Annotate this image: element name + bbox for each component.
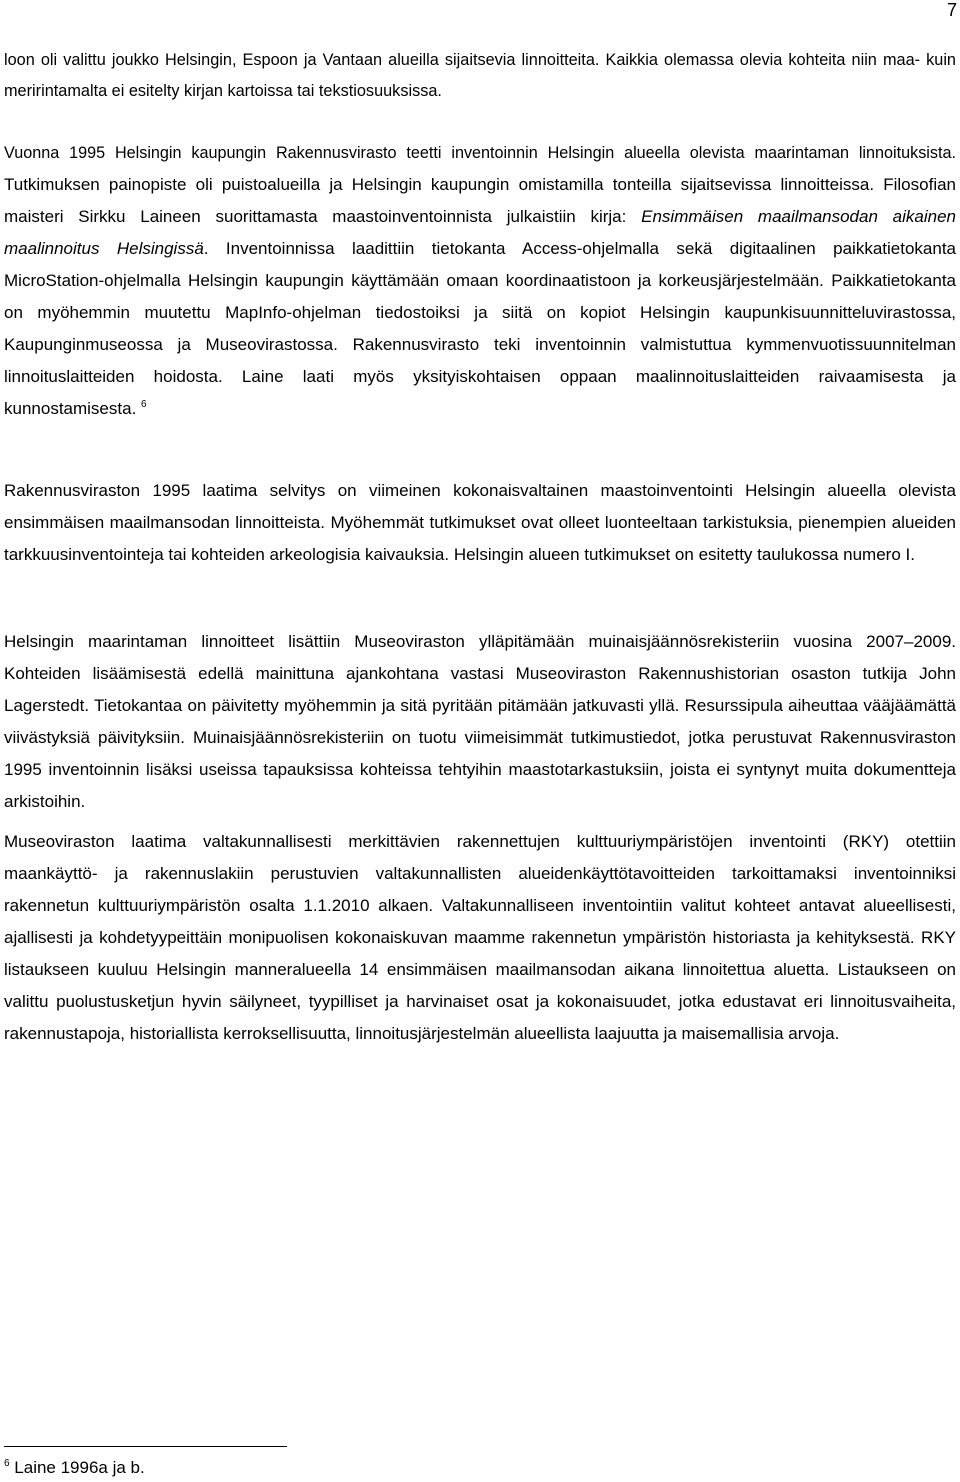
page-number: 7 <box>946 0 957 20</box>
footnote-reference[interactable]: 6 <box>141 399 147 410</box>
paragraph-3: Rakennusviraston 1995 laatima selvitys on viimeinen kokonaisvaltainen maastoinventointi Helsingin alueella olevista ensimmäisen maailmansodan linnoitteista. Myöhemmät tutkimukset ovat olleet luonteeltaan tarkistuksia, pienempien alueiden tarkkuusinventointeja tai kohteiden arkeologisia kaivauksia. Helsingin alueen tutkimukset on esitetty taulukossa numero I. <box>4 481 956 564</box>
paragraph-2-text-a: Tutkimuksen painopiste oli puistoalueilla ja Helsingin kaupungin omistamilla tonteilla sijaitsevissa linnoitteissa. Filosofian maisteri Sirkku Laineen suorittamasta maastoinventoinnista julkaistiin kirja: <box>4 175 956 226</box>
paragraph-2-sentence-1: Vuonna 1995 Helsingin kaupungin Rakennusvirasto teetti inventoinnin Helsingin alueella olevista maarintaman linnoituksista. <box>4 144 956 162</box>
footnote-separator <box>4 1446 287 1447</box>
paragraph-1: loon oli valittu joukko Helsingin, Espoon ja Vantaan alueilla sijaitsevia linnoitteita. Kaikkia olemassa olevia kohteita niin maa- kuin meririntamalta ei esitelty kirjan kartoissa tai tekstiosuuksissa. <box>4 51 956 100</box>
footnote <box>4 1456 145 1480</box>
footnote-text: Laine 1996a ja b. <box>9 1458 145 1477</box>
paragraph-2-text-b: . Inventoinnissa laadittiin tietokanta Access-ohjelmalla sekä digitaalinen paikkatietokanta MicroStation-ohjelmalla Helsingin kaupungin käyttämään omaan koordinaatistoon ja korkeusjärjestelmään. Paikkatietokanta on myöhemmin muutettu MapInfo-ohjelman tiedostoiksi ja siitä on kopiot Helsingin kaupunkisuunnitteluvirastossa, Kaupunginmuseossa ja Museovirastossa. Rakennusvirasto teki inventoinnin valmistuttua kymmenvuotissuunnitelman linnoituslaitteiden hoidosta. Laine laati myös yksityiskohtaisen oppaan maalinnoituslaitteiden raivaamisesta ja kunnostamisesta. <box>4 239 956 418</box>
footnote-number: 6 <box>4 1458 10 1469</box>
paragraph-2 <box>4 137 956 425</box>
paragraph-4: Helsingin maarintaman linnoitteet lisättiin Museoviraston ylläpitämään muinaisjäännösrekisteriin vuosina 2007–2009. Kohteiden lisäämisestä edellä mainittuna ajankohtana vastasi Museoviraston Rakennushistorian osaston tutkija John Lagerstedt. Tietokantaa on päivitetty myöhemmin ja sitä pyritään pitämään jatkuvasti yllä. Resurssipula aiheuttaa vääjäämättä viivästyksiä päivityksiin. Muinaisjäännösrekisteriin on tuotu viimeisimmät tutkimustiedot, jotka perustuvat Rakennusviraston 1995 inventoinnin lisäksi useissa tapauksissa kohteissa tehtyihin maastotarkastuksiin, joista ei syntynyt muita dokumentteja arkistoihin. <box>4 632 956 811</box>
book-title: Ensimmäisen maailmansodan aikainen maalinnoitus Helsingissä <box>4 207 956 258</box>
paragraph-5: Museoviraston laatima valtakunnallisesti merkittävien rakennettujen kulttuuriympäristöjen inventointi (RKY) otettiin maankäyttö- ja rakennuslakiin perustuvien valtakunnallisten alueidenkäyttötavoitteiden tarkoittamaksi inventoinniksi rakennetun kulttuuriympäristön osalta 1.1.2010 alkaen. Valtakunnalliseen inventointiin valitut kohteet antavat alueellisesti, ajallisesti ja kohdetyypeittäin monipuolisen kokonaiskuvan maamme rakennetun ympäristön historiasta ja kehityksestä. RKY listaukseen kuuluu Helsingin manneralueella 14 ensimmäisen maailmansodan aikana linnoitettua aluetta. Listaukseen on valittu puolustusketjun hyvin säilyneet, tyypilliset ja harvinaiset osat ja kokonaisuudet, jotka edustavat eri linnoitusvaiheita, rakennustapoja, historiallista kerroksellisuutta, linnoitusjärjestelmän alueellista laajuutta ja maisemallisia arvoja. <box>4 832 956 1043</box>
